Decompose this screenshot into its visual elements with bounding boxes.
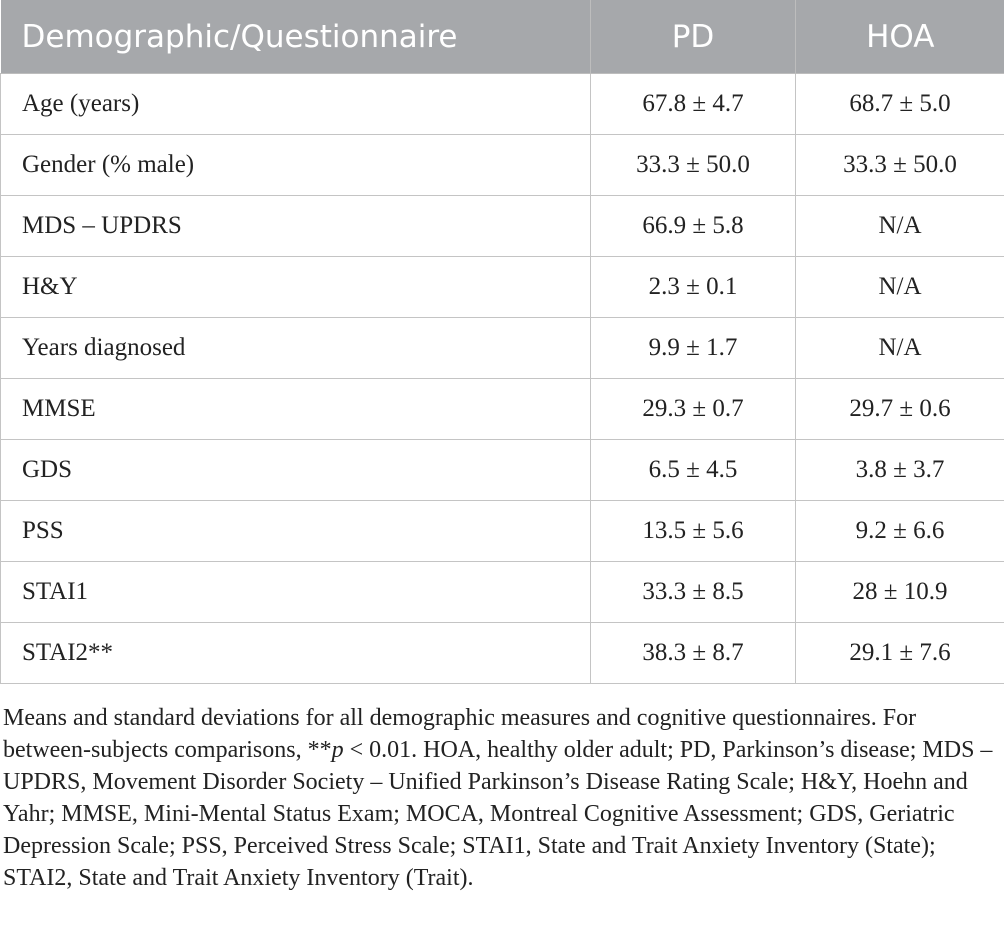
hoa-value: 29.1 ± 7.6 <box>796 623 1004 684</box>
pd-value: 13.5 ± 5.6 <box>591 501 796 562</box>
table-row <box>1 379 1004 440</box>
table-footnote <box>3 702 1003 894</box>
row-label: H&Y <box>1 257 591 318</box>
hoa-value: 28 ± 10.9 <box>796 562 1004 623</box>
pd-value: 29.3 ± 0.7 <box>591 379 796 440</box>
row-label: MMSE <box>1 379 591 440</box>
row-label: PSS <box>1 501 591 562</box>
row-label: Gender (% male) <box>1 135 591 196</box>
footnote-text-start: Means and standard deviations for all demographic measures and cognitive questionnaires. For between-subjects comparisons, ** <box>3 705 917 763</box>
table-row <box>1 318 1004 379</box>
pd-value: 67.8 ± 4.7 <box>591 74 796 135</box>
pd-value: 9.9 ± 1.7 <box>591 318 796 379</box>
pd-value: 33.3 ± 50.0 <box>591 135 796 196</box>
header-row <box>1 0 1004 74</box>
row-label: STAI2** <box>1 623 591 684</box>
hoa-value: N/A <box>796 257 1004 318</box>
row-label: Age (years) <box>1 74 591 135</box>
table-row <box>1 501 1004 562</box>
table-row <box>1 623 1004 684</box>
table-row <box>1 257 1004 318</box>
pd-value: 66.9 ± 5.8 <box>591 196 796 257</box>
table-row <box>1 74 1004 135</box>
table-row <box>1 562 1004 623</box>
pd-value: 2.3 ± 0.1 <box>591 257 796 318</box>
table-row <box>1 440 1004 501</box>
row-label: MDS – UPDRS <box>1 196 591 257</box>
column-header-demographic: Demographic/Questionnaire <box>1 0 591 74</box>
table-body <box>1 74 1004 684</box>
pd-value: 38.3 ± 8.7 <box>591 623 796 684</box>
pd-value: 6.5 ± 4.5 <box>591 440 796 501</box>
hoa-value: 9.2 ± 6.6 <box>796 501 1004 562</box>
hoa-value: N/A <box>796 196 1004 257</box>
footnote-text-end: < 0.01. HOA, healthy older adult; PD, Parkinson’s disease; MDS – UPDRS, Movement Disorder Society – Unified Parkinson’s Disease Rating Scale; H&Y, Hoehn and Yahr; MMSE, Mini-Mental Status Exam; MOCA, Montreal Cognitive Assessment; GDS, Geriatric Depression Scale; PSS, Perceived Stress Scale; STAI1, State and Trait Anxiety Inventory (State); STAI2, State and Trait Anxiety Inventory (Trait). <box>3 737 993 891</box>
row-label: GDS <box>1 440 591 501</box>
row-label: STAI1 <box>1 562 591 623</box>
hoa-value: N/A <box>796 318 1004 379</box>
table-header <box>1 0 1004 74</box>
column-header-pd: PD <box>591 0 796 74</box>
table-row <box>1 196 1004 257</box>
table-row <box>1 135 1004 196</box>
hoa-value: 68.7 ± 5.0 <box>796 74 1004 135</box>
pd-value: 33.3 ± 8.5 <box>591 562 796 623</box>
column-header-hoa: HOA <box>796 0 1004 74</box>
hoa-value: 3.8 ± 3.7 <box>796 440 1004 501</box>
hoa-value: 33.3 ± 50.0 <box>796 135 1004 196</box>
footnote-p-symbol: p <box>331 737 344 763</box>
row-label: Years diagnosed <box>1 318 591 379</box>
hoa-value: 29.7 ± 0.6 <box>796 379 1004 440</box>
